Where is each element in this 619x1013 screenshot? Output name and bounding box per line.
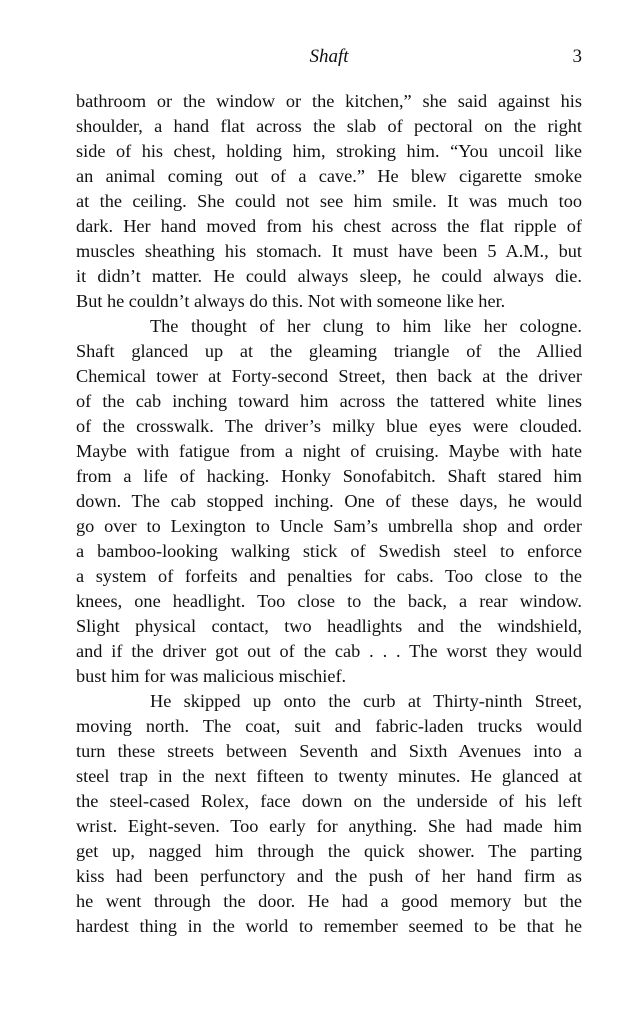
text-line: get up, nagged him through the quick shower. The parting — [76, 841, 582, 861]
text-line: down. The cab stopped inching. One of these days, he would — [76, 491, 582, 511]
text-line: of the cab inching toward him across the tattered white lines — [76, 391, 582, 411]
text-line: from a life of hacking. Honky Sonofabitch. Shaft stared him — [76, 466, 582, 486]
text-line: Slight physical contact, two headlights and the windshield, — [76, 616, 582, 636]
page-number: 3 — [572, 46, 582, 67]
text-line: muscles sheathing his stomach. It must have been 5 A.M., but — [76, 241, 582, 261]
text-line: a bamboo-looking walking stick of Swedish steel to enforce — [76, 541, 582, 561]
text-line: the steel-cased Rolex, face down on the underside of his left — [76, 791, 582, 811]
text-line: moving north. The coat, suit and fabric-laden trucks would — [76, 716, 582, 736]
text-line: side of his chest, holding him, stroking him. “You uncoil like — [76, 141, 582, 161]
text-line: a system of forfeits and penalties for cabs. Too close to the — [76, 566, 582, 586]
text-line: dark. Her hand moved from his chest across the flat ripple of — [76, 216, 582, 236]
text-line: and if the driver got out of the cab . . . The worst they would — [76, 641, 582, 661]
text-line: knees, one headlight. Too close to the back, a rear window. — [76, 591, 582, 611]
text-line: Chemical tower at Forty-second Street, then back at the driver — [76, 366, 582, 386]
text-line: steel trap in the next fifteen to twenty minutes. He glanced at — [76, 766, 582, 786]
text-line: at the ceiling. She could not see him smile. It was much too — [76, 191, 582, 211]
text-line: wrist. Eight-seven. Too early for anything. She had made him — [76, 816, 582, 836]
text-line: shoulder, a hand flat across the slab of pectoral on the right — [76, 116, 582, 136]
running-head — [76, 44, 582, 70]
text-line: go over to Lexington to Uncle Sam’s umbrella shop and order — [76, 516, 582, 536]
text-line: he went through the door. He had a good memory but the — [76, 891, 582, 911]
text-line: Maybe with fatigue from a night of cruising. Maybe with hate — [76, 441, 582, 461]
text-line: hardest thing in the world to remember seemed to be that he — [76, 916, 582, 936]
text-line: turn these streets between Seventh and Sixth Avenues into a — [76, 741, 582, 761]
body-text — [76, 89, 582, 939]
text-line: kiss had been perfunctory and the push of her hand firm as — [76, 866, 582, 886]
text-line: an animal coming out of a cave.” He blew cigarette smoke — [76, 166, 582, 186]
paragraph-last-line: bust him for was malicious mischief. — [76, 666, 347, 686]
text-line: bathroom or the window or the kitchen,” she said against his — [76, 91, 582, 111]
paragraph-first-line: The thought of her clung to him like her cologne. — [150, 316, 582, 336]
paragraph-last-line: But he couldn’t always do this. Not with someone like her. — [76, 291, 506, 311]
text-line: it didn’t matter. He could always sleep, he could always die. — [76, 266, 582, 286]
paragraph-first-line: He skipped up onto the curb at Thirty-ninth Street, — [150, 691, 582, 711]
text-line: Shaft glanced up at the gleaming triangle of the Allied — [76, 341, 582, 361]
text-line: of the crosswalk. The driver’s milky blue eyes were clouded. — [76, 416, 582, 436]
running-title: Shaft — [309, 46, 349, 67]
